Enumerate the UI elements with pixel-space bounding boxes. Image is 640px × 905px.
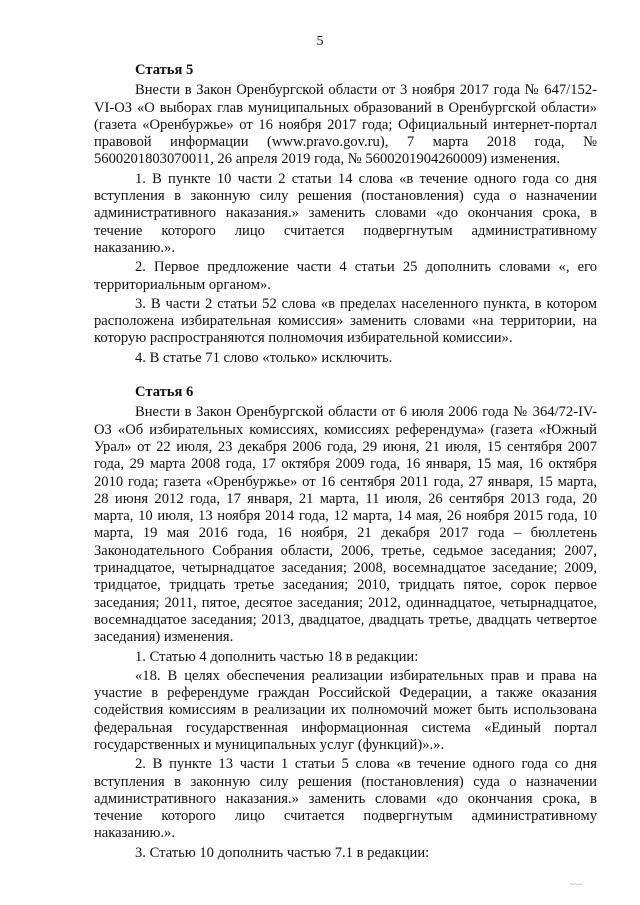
article-5-intro: Внести в Закон Оренбургской области от 3 ноября 2017 года № 647/152-VI-ОЗ «О выборах глав муниципальных образований в Оренбургской области» (газета «Оренбуржье» от 16 ноября 2017 года; Официальный интернет-портал правовой информации (www.pravo.gov.ru), 7 марта 2018 года, № 5600201803070011, 26 апреля 2019 года, № 5600201904260009) изменения. <box>94 82 597 168</box>
section-gap <box>94 367 597 384</box>
page-content <box>94 62 597 862</box>
article-5-item-1: 1. В пункте 10 части 2 статьи 14 слова «в течение одного года со дня вступления в законную силу решения (постановления) суда о назначении административного наказания.» заменить словами «до окончания срока, в течение которого лицо считается подвергнутым административному наказанию.». <box>94 170 597 256</box>
article-6-item-2: 2. В пункте 13 части 1 статьи 5 слова «в течение одного года со дня вступления в законную силу решения (постановления) суда о назначении административного наказания.» заменить словами «до окончания срока, в течение которого лицо считается подвергнутым административному наказанию.». <box>94 756 597 842</box>
article-6 <box>94 384 597 862</box>
article-6-quote-18: «18. В целях обеспечения реализации избирательных прав и права на участие в референдуме граждан Российской Федерации, а также оказания содействия комиссиям в реализации их полномочий может быть использована федеральная государственная информационная система «Единый портал государственных и муниципальных услуг (функций)».». <box>94 667 597 753</box>
article-5-item-4: 4. В статье 71 слово «только» исключить. <box>135 349 393 366</box>
article-6-title: Статья 6 <box>135 384 194 401</box>
corner-scan-mark: ~~~ <box>570 880 583 889</box>
article-5-item-2: 2. Первое предложение части 4 статьи 25 дополнить словами «, его территориальным органом». <box>94 259 597 293</box>
article-6-intro: Внести в Закон Оренбургской области от 6 июля 2006 года № 364/72-IV-ОЗ «Об избирательных комиссиях, комиссиях референдума» (газета «Южный Урал» от 22 июля, 23 декабря 2006 года, 29 июня, 21 июля, 15 сентября 2007 года, 29 марта 2008 года, 17 октября 2009 года, 16 января, 15 мая, 16 октября 2010 года; газета «Оренбуржье» от 16 сентября 2011 года, 27 января, 15 марта, 28 июня 2012 года, 17 января, 21 марта, 11 июля, 26 сентября 2013 года, 20 марта, 10 июля, 13 ноября 2014 года, 12 марта, 14 мая, 26 ноября 2015 года, 10 марта, 19 мая 2016 года, 16 ноября, 21 декабря 2017 года – бюллетень Законодательного Собрания области, 2006, третье, седьмое заседания; 2007, тринадцатое, четырнадцатое заседания; 2008, восемнадцатое заседание; 2009, тридцатое, тридцать третье заседания; 2010, тридцать пятое, сорок первое заседания; 2011, пятое, десятое заседания; 2012, одиннадцатое, четырнадцатое, восемнадцатое заседания; 2013, двадцатое, двадцать третье, двадцать четвертое заседания) изменения. <box>94 404 597 646</box>
page-number: 5 <box>316 34 324 49</box>
article-5-title: Статья 5 <box>135 62 194 78</box>
article-5-item-3: 3. В части 2 статьи 52 слова «в пределах населенного пункта, в котором расположена избирательная комиссия» заменить словами «на территории, на которую распространяются полномочия избирательной комиссии». <box>94 295 597 347</box>
article-6-item-1: 1. Статью 4 дополнить частью 18 в редакции: <box>135 648 419 665</box>
article-5 <box>94 62 597 367</box>
article-6-item-3: 3. Статью 10 дополнить частью 7.1 в редакции: <box>135 844 430 861</box>
